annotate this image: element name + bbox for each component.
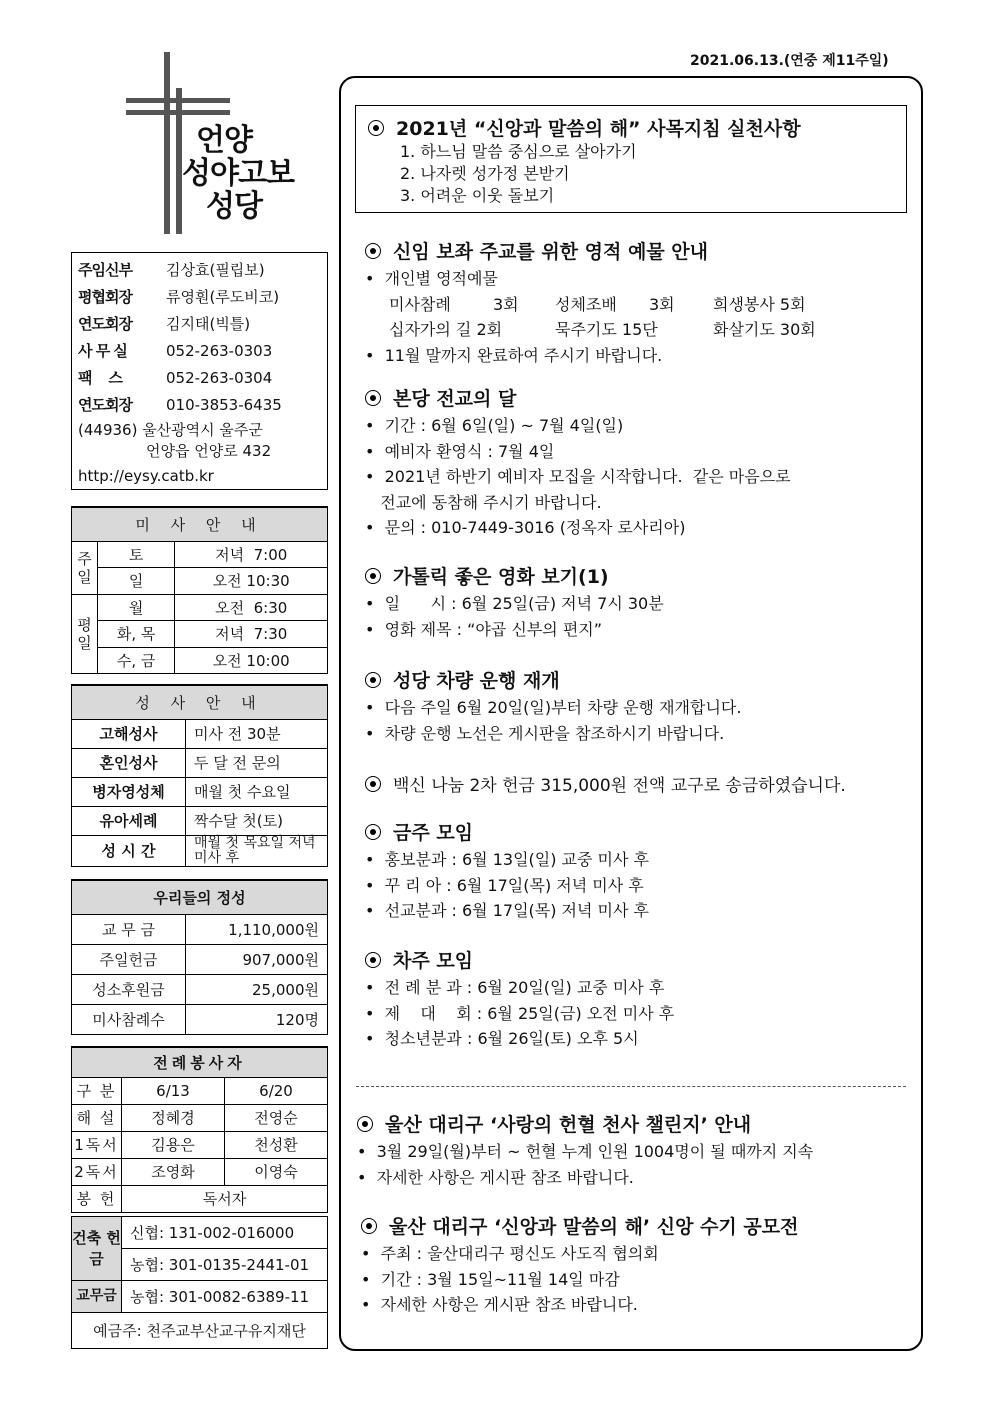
mass-day: 수, 금 [98, 647, 175, 674]
dues-label: 교무금 [72, 1281, 122, 1313]
info-value: 류영훤(루도비코) [166, 288, 280, 306]
bank-account: 농협: 301-0135-2441-01 [122, 1249, 328, 1281]
section-line: • 자세한 사항은 게시판 참조 바랍니다. [361, 1295, 638, 1315]
cross-icon [164, 52, 170, 234]
offering-item: 묵주기도 15단 [555, 320, 658, 340]
bullet-circle-icon [365, 776, 381, 792]
section-line: • 개인별 영적예물 [365, 269, 498, 288]
giving-amount: 1,110,000원 [186, 914, 328, 944]
logo-line-2: 성야고보 [182, 156, 294, 191]
section-line: • 홍보분과 : 6월 13일(일) 교중 미사 후 [365, 850, 650, 869]
giving-amount: 907,000원 [186, 944, 328, 974]
server-name: 독서자 [122, 1185, 328, 1212]
sacrament-name: 병자영성체 [72, 777, 186, 806]
giving-name: 미사참례수 [72, 1004, 186, 1034]
section-line: • 전 례 분 과 : 6월 20일(일) 교중 미사 후 [365, 978, 665, 997]
section-line: • 11월 말까지 완료하여 주시기 바랍니다. [365, 345, 663, 365]
website-link[interactable]: http://eysy.catb.kr [78, 467, 214, 485]
info-label: 연도회장 [78, 315, 132, 333]
sacrament-info: 짝수달 첫(토) [186, 806, 328, 835]
section-title: 성당 차량 운행 재개 [393, 670, 560, 692]
bullet-circle-icon [361, 1218, 377, 1234]
pastoral-motto-box [355, 105, 907, 213]
section-text: 백신 나눔 2차 헌금 315,000원 전액 교구로 송금하였습니다. [393, 776, 846, 796]
servers-date: 6/20 [225, 1077, 328, 1104]
building-fund-label: 건축 헌금 [72, 1217, 122, 1281]
address-line-2: 언양읍 언양로 432 [146, 442, 272, 460]
section-line: • 3월 29일(월)부터 ~ 헌혈 누계 인원 1004명이 될 때까지 지속 [357, 1142, 814, 1161]
section-line: • 2021년 하반기 예비자 모집을 시작합니다. 같은 마음으로 [365, 467, 791, 487]
giving-table [71, 879, 328, 1035]
mass-day: 화, 목 [98, 621, 175, 648]
section-line: • 다음 주일 6월 20일(일)부터 차량 운행 재개합니다. [365, 698, 742, 717]
info-label: 평협회장 [78, 288, 132, 306]
sacrament-info: 매월 첫 목요일 저녁미사 후 [186, 835, 328, 866]
mass-time: 저녁 7:30 [175, 621, 328, 648]
offering-item: 화살기도 30회 [713, 320, 816, 340]
offering-row [365, 317, 913, 343]
section-essay-contest [361, 1213, 909, 1318]
mass-time: 오전 10:00 [175, 647, 328, 674]
info-value: 김지태(빅틀) [166, 315, 251, 333]
section-movie [365, 563, 913, 642]
giving-amount: 25,000원 [186, 974, 328, 1004]
offering-count: 3회 [493, 294, 519, 314]
servers-header-label: 구 분 [72, 1077, 122, 1104]
server-name: 이영숙 [225, 1158, 328, 1185]
section-title: 본당 전교의 달 [393, 388, 517, 410]
mass-time: 저녁 7:00 [175, 541, 328, 568]
cross-bar [126, 110, 230, 115]
sacraments-title: 성 사 안 내 [72, 685, 328, 719]
section-title: 울산 대리구 ‘신앙과 말씀의 해’ 신앙 수기 공모전 [389, 1216, 799, 1238]
sacrament-name: 유아세례 [72, 806, 186, 835]
parish-info-box [71, 252, 328, 490]
section-line: • 제 대 회 : 6월 25일(금) 오전 미사 후 [365, 1003, 675, 1023]
address-line-1: (44936) 울산광역시 울주군 [78, 421, 263, 439]
server-name: 천성환 [225, 1131, 328, 1158]
offering-item: 미사참례 [389, 294, 451, 314]
bullet-circle-icon [365, 824, 381, 840]
servers-date: 6/13 [122, 1077, 225, 1104]
section-line: 전교에 동참해 주시기 바랍니다. [365, 492, 602, 512]
mass-day: 일 [98, 568, 175, 595]
sacrament-info: 두 달 전 문의 [186, 748, 328, 777]
cross-bar [126, 98, 230, 103]
section-line: • 기간 : 6월 6일(일) ~ 7월 4일(일) [365, 416, 624, 435]
sunday-label: 주 일 [72, 541, 98, 594]
info-value: 052-263-0304 [166, 368, 273, 387]
section-line: • 영화 제목 : “야곱 신부의 편지” [365, 619, 603, 639]
server-name: 정혜경 [122, 1104, 225, 1131]
servers-role: 해 설 [72, 1104, 122, 1131]
server-name: 김용은 [122, 1131, 225, 1158]
server-name: 전영순 [225, 1104, 328, 1131]
sacrament-name: 고해성사 [72, 719, 186, 748]
section-next-week [365, 947, 913, 1052]
section-line: • 꾸 리 아 : 6월 17일(목) 저녁 미사 후 [365, 875, 644, 895]
section-title: 차주 모임 [393, 950, 474, 972]
giving-title: 우리들의 정성 [72, 880, 328, 914]
liturgy-servers-table [71, 1046, 328, 1213]
info-label: 팩 스 [78, 369, 122, 387]
logo-line-1: 언양 [196, 123, 252, 158]
logo-line-3: 성당 [206, 189, 262, 224]
sacraments-table [71, 684, 328, 867]
mass-time: 오전 10:30 [175, 568, 328, 595]
section-shuttle [365, 667, 913, 746]
section-bishop-offering [365, 238, 913, 368]
motto-item: 2. 나자렛 성가정 본받기 [400, 164, 570, 183]
section-this-week [365, 819, 913, 924]
section-title: 신임 보좌 주교를 위한 영적 예물 안내 [393, 241, 708, 263]
info-value: 김상효(필립보) [166, 261, 265, 279]
bank-account: 신협: 131-002-016000 [122, 1217, 328, 1249]
section-title: 울산 대리구 ‘사랑의 헌혈 천사 챌린지’ 안내 [385, 1114, 752, 1136]
bank-account: 농협: 301-0082-6389-11 [122, 1281, 328, 1313]
servers-role: 1독서 [72, 1131, 122, 1158]
info-label: 사 무 실 [78, 342, 127, 360]
section-line: • 일 시 : 6월 25일(금) 저녁 7시 30분 [365, 594, 664, 613]
section-title: 금주 모임 [393, 822, 474, 844]
servers-title: 전례봉사자 [72, 1047, 328, 1077]
section-line: • 예비자 환영식 : 7월 4일 [365, 441, 555, 461]
bullet-circle-icon [365, 243, 381, 259]
mass-schedule-table [71, 506, 328, 674]
info-value: 052-263-0303 [166, 341, 273, 360]
mass-day: 월 [98, 594, 175, 621]
giving-amount: 120명 [186, 1004, 328, 1034]
bullet-circle-icon [365, 568, 381, 584]
account-holder: 예금주: 천주교부산교구유지재단 [72, 1313, 328, 1349]
section-line: • 기간 : 3월 15일~11월 14일 마감 [361, 1269, 620, 1289]
section-line: • 청소년분과 : 6월 26일(토) 오후 5시 [365, 1029, 639, 1049]
bank-accounts-table [71, 1216, 328, 1349]
info-value: 010-3853-6435 [166, 395, 282, 414]
bullet-circle-icon [365, 390, 381, 406]
offering-count: 3회 [649, 294, 675, 314]
offering-item: 희생봉사 5회 [713, 294, 806, 314]
section-title: 가톨릭 좋은 영화 보기(1) [393, 566, 609, 588]
motto-item: 1. 하느님 말씀 중심으로 살아가기 [400, 142, 637, 161]
info-label: 연도회장 [78, 396, 132, 414]
giving-name: 성소후원금 [72, 974, 186, 1004]
offering-row [365, 292, 913, 318]
dashed-divider [356, 1086, 906, 1087]
motto-item: 3. 어려운 이웃 돌보기 [400, 186, 555, 205]
section-blood-donation [357, 1111, 905, 1190]
sacrament-name: 혼인성사 [72, 748, 186, 777]
bullet-circle-icon [365, 952, 381, 968]
offering-item: 십자가의 길 2회 [389, 320, 503, 340]
mass-schedule-title: 미 사 안 내 [72, 507, 328, 541]
section-line: • 선교분과 : 6월 17일(목) 저녁 미사 후 [365, 901, 650, 921]
section-vaccine [365, 771, 913, 796]
sacrament-name: 성 시 간 [72, 835, 186, 866]
giving-name: 주일헌금 [72, 944, 186, 974]
giving-name: 교 무 금 [72, 914, 186, 944]
mass-day: 토 [98, 541, 175, 568]
motto-title: 2021년 “신앙과 말씀의 해” 사목지침 실천사항 [396, 118, 801, 140]
bullet-circle-icon [365, 672, 381, 688]
section-line: • 주최 : 울산대리구 평신도 사도직 협의회 [361, 1244, 659, 1263]
section-mission-month [365, 385, 913, 541]
section-line: • 문의 : 010-7449-3016 (정옥자 로사리아) [365, 518, 686, 538]
offering-item: 성체조배 [555, 294, 617, 314]
weekday-label: 평 일 [72, 594, 98, 674]
sacrament-info: 미사 전 30분 [186, 719, 328, 748]
info-label: 주임신부 [78, 261, 132, 279]
server-name: 조영화 [122, 1158, 225, 1185]
servers-role: 봉 헌 [72, 1185, 122, 1212]
parish-logo [120, 52, 295, 242]
section-line: • 자세한 사항은 게시판 참조 바랍니다. [357, 1167, 634, 1187]
mass-time: 오전 6:30 [175, 594, 328, 621]
sacrament-info: 매월 첫 수요일 [186, 777, 328, 806]
bullet-circle-icon [357, 1116, 373, 1132]
servers-role: 2독서 [72, 1158, 122, 1185]
bulletin-date: 2021.06.13.(연중 제11주일) [690, 53, 889, 69]
bullet-circle-icon [368, 120, 384, 136]
section-line: • 차량 운행 노선은 게시판을 참조하시기 바랍니다. [365, 723, 725, 743]
